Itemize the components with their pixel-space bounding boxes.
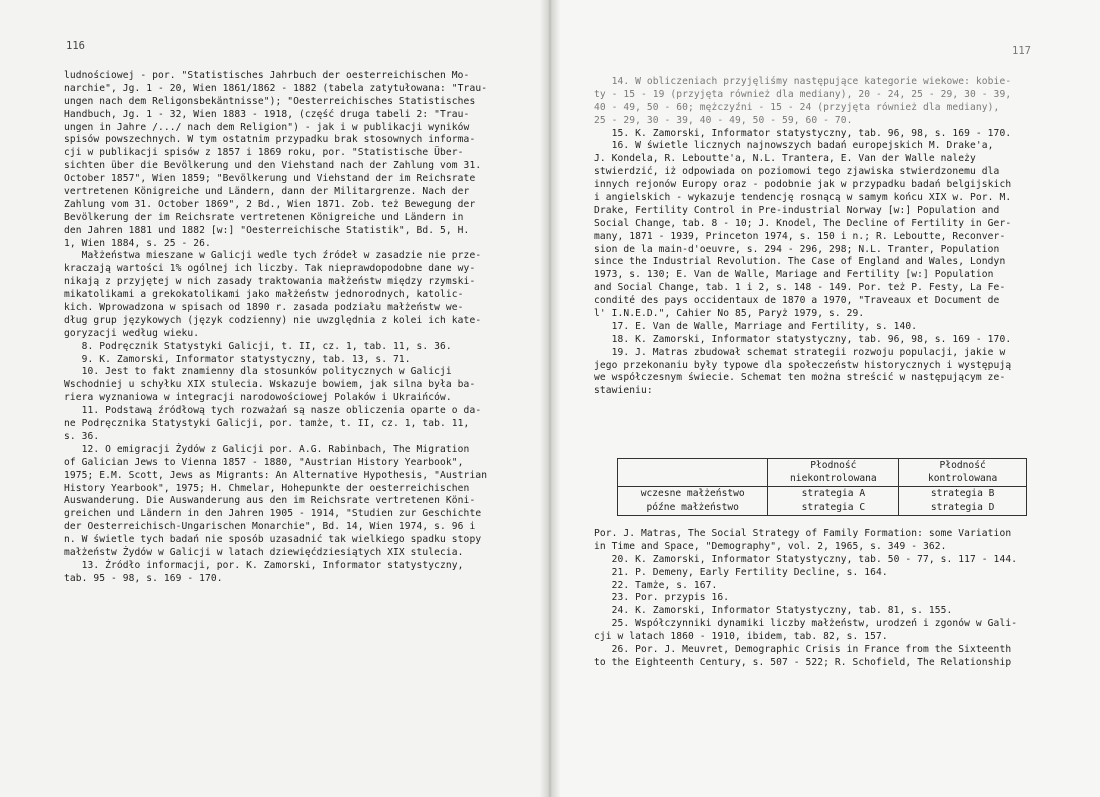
- text-line: Bevölkerung der im Reichsrate vertretenen Königreiche und Ländern in: [64, 211, 464, 223]
- text-line: Drake, Fertility Control in Pre-industrial Norway [w:] Population and: [594, 204, 1000, 216]
- text-line: den Jahren 1881 und 1882 [w:] "Oesterreichische Statistik", Bd. 5, H.: [64, 224, 470, 236]
- text-line: in Time and Space, "Demography", vol. 2, 1965, s. 349 - 362.: [594, 540, 947, 552]
- strategy-table: [617, 458, 1027, 516]
- text-line: innych rejonów Europy oraz - podobnie jak w przypadku badań belgijskich: [594, 179, 1012, 191]
- text-line: many, 1871 - 1939, Princeton 1974, s. 150 i n.; R. Leboutte, Reconver-: [594, 230, 1006, 242]
- text-line: 11. Podstawą źródłową tych rozważań są nasze obliczenia oparte o da-: [64, 405, 482, 417]
- text-line: 25. Współczynniki dynamiki liczby małżeństw, urodzeń i zgonów w Gali-: [594, 618, 1018, 630]
- text-line: s. 36.: [64, 430, 100, 442]
- text-line: 17. E. Van de Walle, Marriage and Fertility, s. 140.: [594, 320, 918, 332]
- strategy-table-row: [618, 487, 1027, 502]
- text-line: spisów powszechnych. W tym ostatnim przypadku brak stosownych informa-: [64, 134, 476, 146]
- text-line: 25 - 29, 30 - 39, 40 - 49, 50 - 59, 60 - 70.: [594, 114, 853, 126]
- text-line: to the Eighteenth Century, s. 507 - 522; R. Schofield, The Relationship: [594, 656, 1012, 668]
- text-line: 13. Źródło informacji, por. K. Zamorski, Informator statystyczny,: [64, 559, 464, 571]
- text-line: 20. K. Zamorski, Informator Statystyczny, tab. 50 - 77, s. 117 - 144.: [594, 553, 1018, 565]
- strategy-table-cell: strategia C: [768, 501, 899, 516]
- text-line: 9. K. Zamorski, Informator statystyczny, tab. 13, s. 71.: [64, 353, 411, 365]
- text-line: ne Podręcznika Statystyki Galicji, por. tamże, t. II, cz. 1, tab. 11,: [64, 418, 470, 430]
- text-line: sion de la main-d'oeuvre, s. 294 - 296, 298; N.L. Tranter, Population: [594, 243, 1000, 255]
- text-line: n. W świetle tych badań nie sposób uzasadnić tak wielkiego spadku stopy: [64, 534, 482, 546]
- text-line: tab. 95 - 98, s. 169 - 170.: [64, 572, 223, 584]
- text-line: 26. Por. J. Meuvret, Demographic Crisis in France from the Sixteenth: [594, 644, 1012, 656]
- text-line: 1, Wien 1884, s. 25 - 26.: [64, 237, 211, 249]
- right-page-footnotes-bottom: [594, 528, 1017, 670]
- text-line: Zahlung vom 31. October 1869", 2 Bd., Wien 1871. Zob. też Bewegung der: [64, 198, 476, 210]
- text-line: vertretenen Königreiche und Ländern, dann der Militargrenze. Nach der: [64, 186, 470, 198]
- text-line: Auswanderung. Die Auswanderung aus den im Reichsrate vertretenen Köni-: [64, 495, 476, 507]
- text-line: ludnościowej - por. "Statistisches Jahrbuch der oesterreichischen Mo-: [64, 70, 470, 81]
- text-line: stawieniu:: [594, 385, 653, 397]
- text-line: 18. K. Zamorski, Informator statystyczny, tab. 96, 98, s. 169 - 170.: [594, 333, 1012, 345]
- right-page-footnotes-top: [594, 76, 1011, 398]
- text-line: and Social Change, tab. 1 i 2, s. 148 - 149. Por. też P. Festy, La Fe-: [594, 282, 1006, 294]
- text-line: goryzacji według wieku.: [64, 327, 200, 339]
- text-line: Por. J. Matras, The Social Strategy of Family Formation: some Variation: [594, 528, 1012, 539]
- text-line: 1975; E.M. Scott, Jews as Migrants: An Alternative Hypothesis, "Austrian: [64, 469, 488, 481]
- text-line: jego przekonaniu były typowe dla społeczeństw historycznych i występują: [594, 359, 1012, 371]
- text-line: sichten über die Bevölkerung und den Viehstand nach der Zahlung vom 31.: [64, 160, 482, 172]
- text-line: l' I.N.E.D.", Cahier No 85, Paryż 1979, s. 29.: [594, 308, 865, 320]
- text-line: cji w latach 1860 - 1910, ibidem, tab. 82, s. 157.: [594, 631, 888, 643]
- text-line: mikatolikami a grekokatolikami jako małżeństw jednorodnych, katolic-: [64, 289, 464, 301]
- text-line: 40 - 49, 50 - 60; mężczyźni - 15 - 24 (przyjęta również dla mediany),: [594, 101, 1000, 113]
- strategy-table-row-label: wczesne małżeństwo: [618, 487, 768, 502]
- text-line: 16. W świetle licznych najnowszych badań europejskich M. Drake'a,: [594, 140, 994, 152]
- text-line: dług grup językowych (język codzienny) nie uwzględnia z kolei ich kate-: [64, 314, 482, 326]
- text-line: J. Kondela, R. Leboutte'a, N.L. Trantera, E. Van der Walle należy: [594, 153, 976, 165]
- text-line: ungen nach dem Religonsbekäntnisse"); "Oesterreichisches Statistisches: [64, 95, 476, 107]
- text-line: narchie", Jg. 1 - 20, Wien 1861/1862 - 1882 (tabela zatytułowana: "Trau-: [64, 82, 488, 94]
- text-line: condité des pays occidentaux de 1870 a 1970, "Traveaux et Document de: [594, 295, 1000, 307]
- text-line: nikają z przyjętej w nich zasady traktowania małżeństw między rzymski-: [64, 276, 476, 288]
- strategy-table-header-row: [618, 459, 1027, 487]
- text-line: 24. K. Zamorski, Informator Statystyczny, tab. 81, s. 155.: [594, 605, 953, 617]
- text-line: Małżeństwa mieszane w Galicji wedle tych źródeł w zasadzie nie prze-: [64, 250, 482, 262]
- text-line: 23. Por. przypis 16.: [594, 592, 730, 604]
- text-line: 19. J. Matras zbudował schemat strategii rozwoju populacji, jakie w: [594, 346, 1006, 358]
- text-line: kich. Wprowadzona w spisach od 1890 r. zasada podziału małżeństw we-: [64, 302, 464, 314]
- text-line: ty - 15 - 19 (przyjęta również dla mediany), 20 - 24, 25 - 29, 30 - 39,: [594, 88, 1012, 100]
- text-line: 14. W obliczeniach przyjęliśmy następujące kategorie wiekowe: kobie-: [594, 76, 1012, 87]
- text-line: 22. Tamże, s. 167.: [594, 579, 718, 591]
- left-page-footnotes: [64, 70, 487, 586]
- text-line: History Yearbook", 1975; H. Chmelar, Hohepunkte der oesterreichischen: [64, 482, 470, 494]
- text-line: of Galician Jews to Vienna 1857 - 1880, "Austrian History Yearbook",: [64, 456, 464, 468]
- text-line: Social Change, tab. 8 - 10; J. Knodel, The Decline of Fertility in Ger-: [594, 217, 1012, 229]
- text-line: Wschodniej u schyłku XIX stulecia. Wskazuje bowiem, jak silna była ba-: [64, 379, 476, 391]
- text-line: October 1857", Wien 1859; "Bevölkerung und Viehstand der im Reichsrate: [64, 173, 476, 185]
- text-line: 12. O emigracji Żydów z Galicji por. A.G. Rabinbach, The Migration: [64, 443, 470, 455]
- text-line: ungen in Jahre /.../ nach dem Religion") - jak i w publikacji wyników: [64, 121, 470, 133]
- text-line: cji w publikacji spisów z 1857 i 1869 roku, por. "Statistische Über-: [64, 147, 464, 159]
- text-line: Handbuch, Jg. 1 - 32, Wien 1883 - 1918, (część druga tabeli 2: "Trau-: [64, 108, 470, 120]
- text-line: 21. P. Demeny, Early Fertility Decline, s. 164.: [594, 566, 888, 578]
- text-line: 8. Podręcznik Statystyki Galicji, t. II, cz. 1, tab. 11, s. 36.: [64, 340, 452, 352]
- text-line: kraczają wartości 1% ogólnej ich liczby. Tak nieprawdopodobne dane wy-: [64, 263, 476, 275]
- strategy-table-row: [618, 501, 1027, 516]
- strategy-table-cell: strategia D: [899, 501, 1027, 516]
- strategy-table-corner: [618, 459, 768, 487]
- strategy-table-col-header: Płodność kontrolowana: [899, 459, 1027, 487]
- text-line: stwierdzić, iż odpowiada on poziomowi tego zjawiska stwierdzonemu dla: [594, 166, 1000, 178]
- text-line: i angielskich - wykazuje tendencję rosnącą w samym końcu XIX w. Por. M.: [594, 192, 1012, 204]
- text-line: we współczesnym świecie. Schemat ten można streścić w następującym ze-: [594, 372, 1006, 384]
- text-line: 10. Jest to fakt znamienny dla stosunków politycznych w Galicji: [64, 366, 452, 378]
- strategy-table-cell: strategia A: [768, 487, 899, 502]
- text-line: riera wyznaniowa w integracji narodowościowej Polaków i Ukraińców.: [64, 392, 452, 404]
- text-line: greichen und Ländern in den Jahren 1905 - 1914, "Studien zur Geschichte: [64, 508, 482, 520]
- text-line: der Oesterreichisch-Ungarischen Monarchie", Bd. 14, Wien 1974, s. 96 i: [64, 521, 476, 533]
- strategy-table-col-header: Płodność niekontrolowana: [768, 459, 899, 487]
- text-line: 1973, s. 130; E. Van de Walle, Mariage and Fertility [w:] Population: [594, 269, 994, 281]
- text-line: 15. K. Zamorski, Informator statystyczny, tab. 96, 98, s. 169 - 170.: [594, 127, 1012, 139]
- right-page-number: 117: [1012, 45, 1031, 57]
- left-page-number: 116: [66, 40, 85, 52]
- strategy-table-row-label: późne małżeństwo: [618, 501, 768, 516]
- text-line: since the Industrial Revolution. The Case of England and Wales, Londyn: [594, 256, 1006, 268]
- text-line: małżeństw Żydów w Galicji w latach dziewięćdziesiątych XIX stulecia.: [64, 546, 464, 558]
- strategy-table-cell: strategia B: [899, 487, 1027, 502]
- book-gutter: [540, 0, 560, 797]
